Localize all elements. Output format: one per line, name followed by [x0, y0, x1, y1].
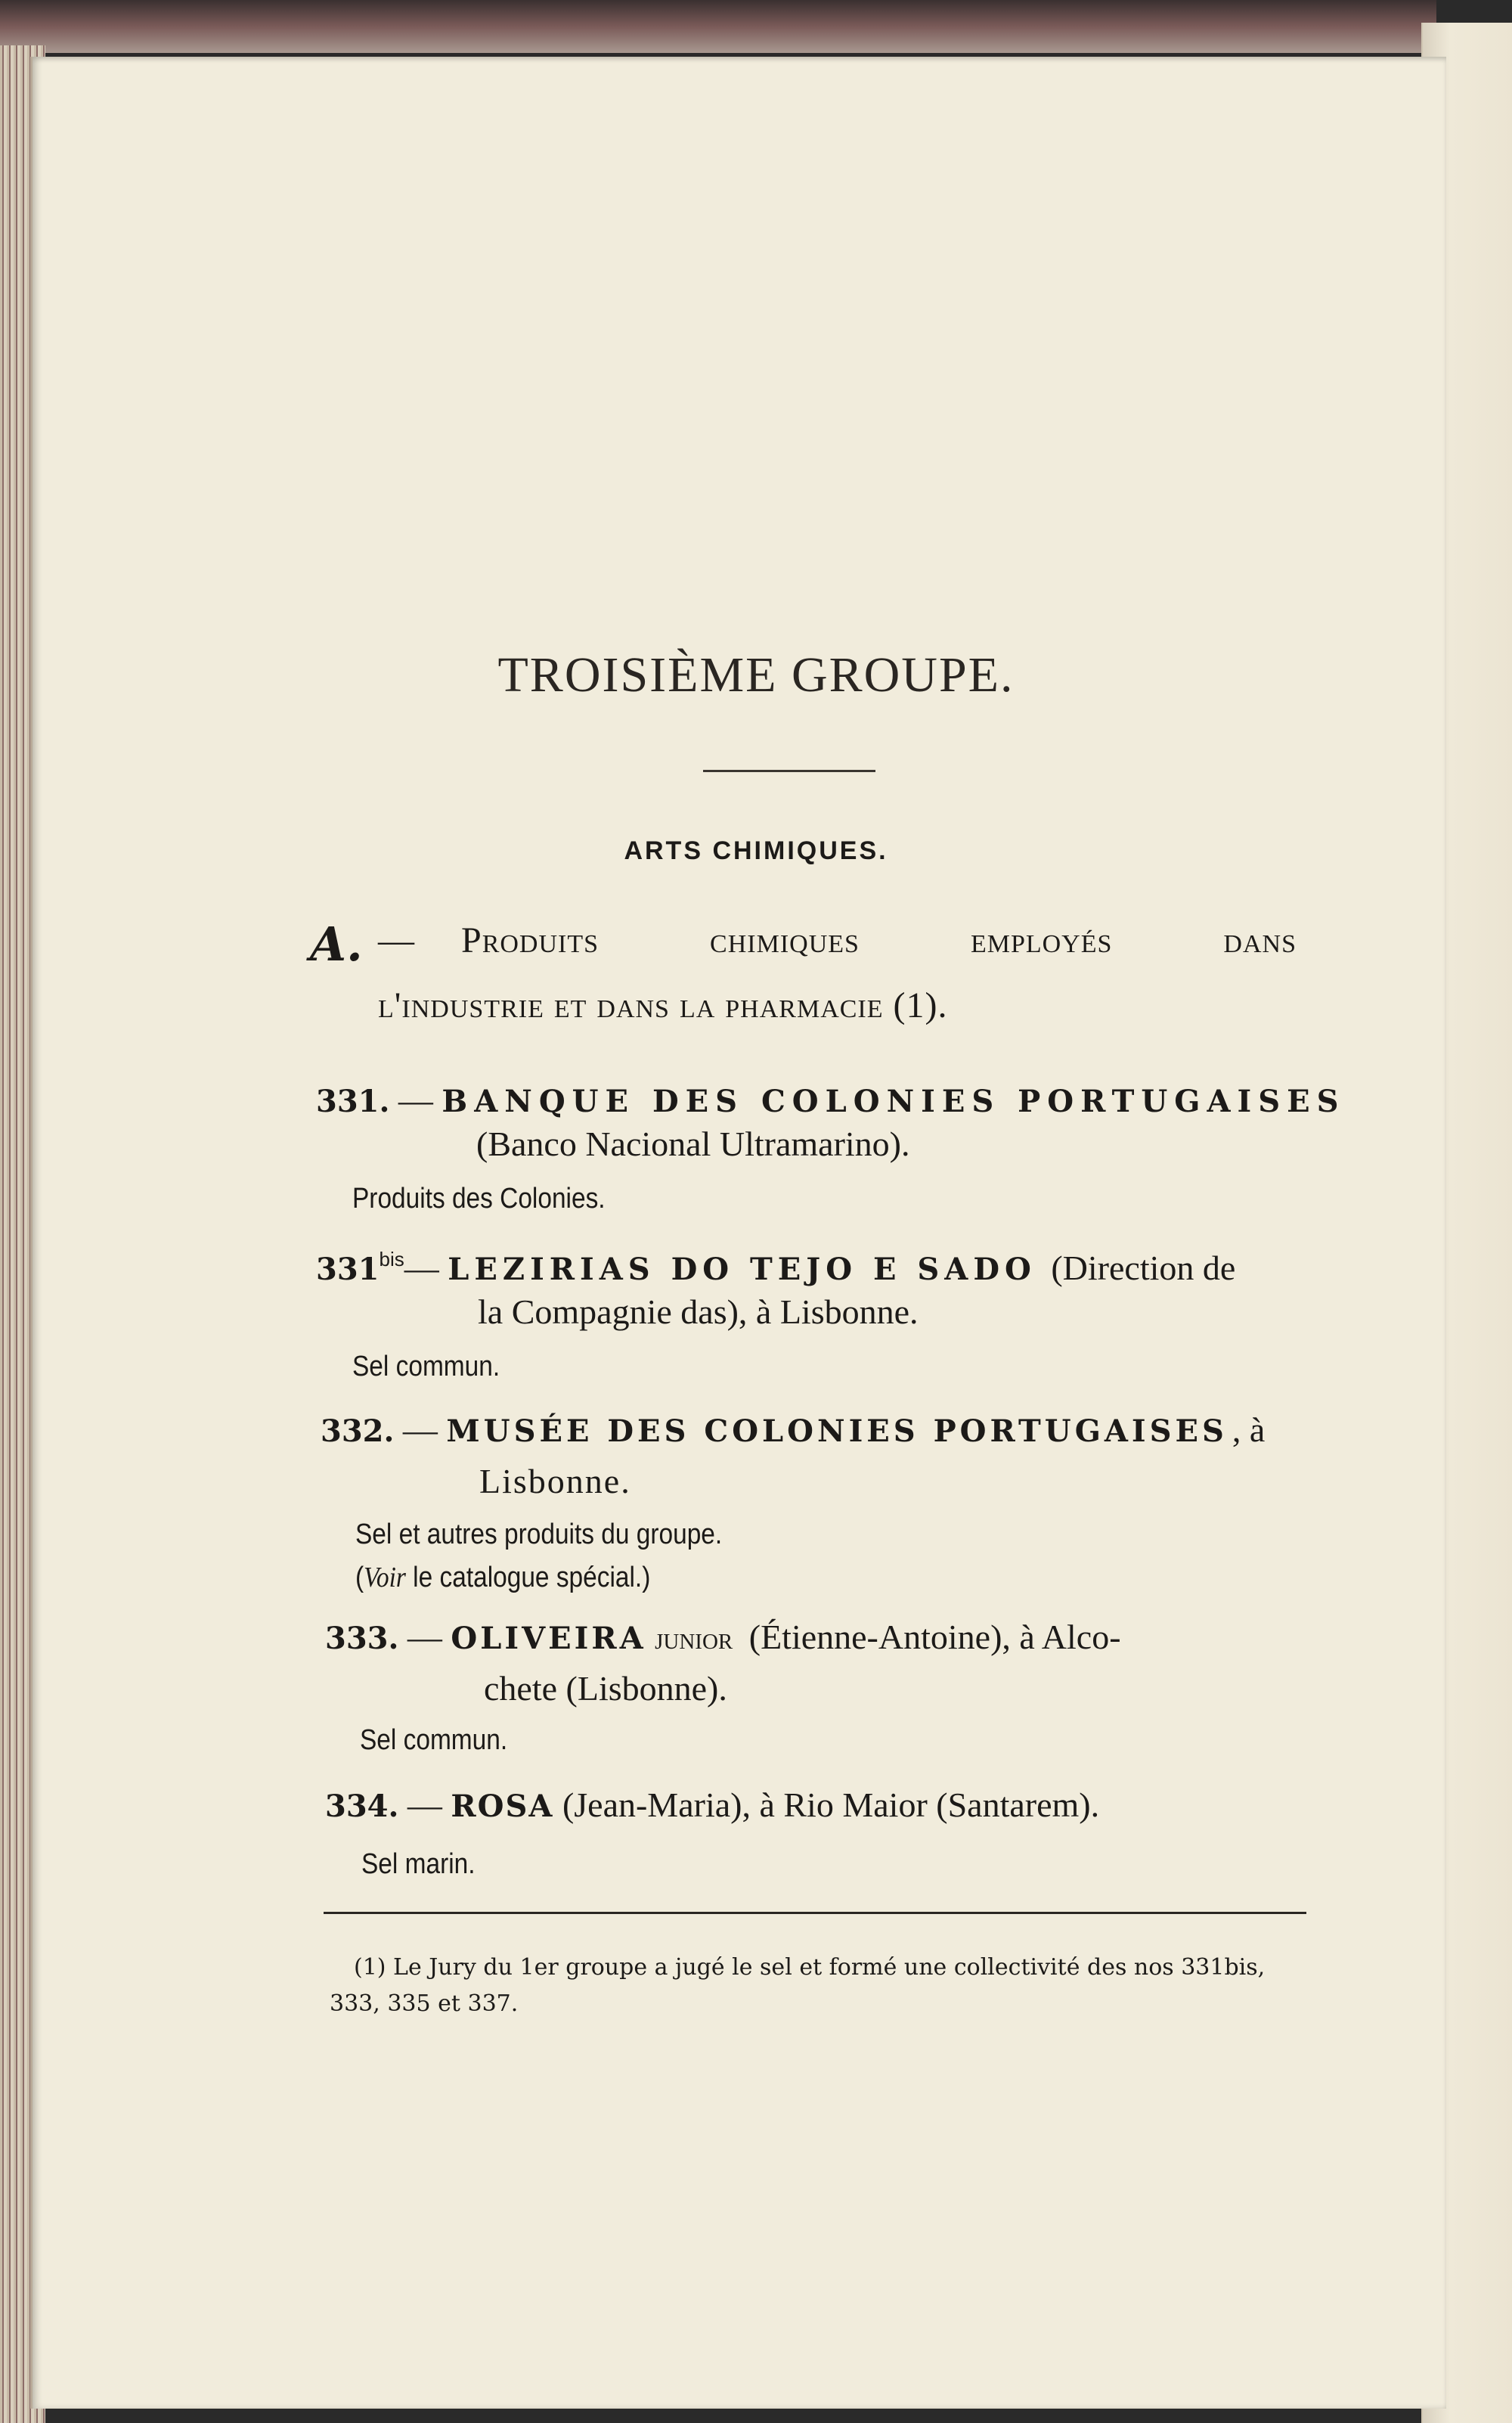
- entry-number: 334.: [325, 1789, 399, 1824]
- entry-331bis-desc: Sel commun.: [352, 1351, 500, 1382]
- entry-331-desc: Produits des Colonies.: [352, 1183, 606, 1215]
- subsection-dash: —: [378, 920, 415, 960]
- entry-333-cont: chete (Lisbonne).: [484, 1669, 727, 1708]
- subsection-line-2: l'industrie et dans la pharmacie (1).: [378, 985, 948, 1025]
- footnote-line-1: (1) Le Jury du 1er groupe a jugé le sel et formé une collectivité des nos 331bis,: [354, 1954, 1266, 1981]
- entry-after: , à: [1232, 1410, 1266, 1449]
- entry-name: LEZIRIAS DO TEJO E SADO: [448, 1252, 1036, 1287]
- entry-name: OLIVEIRA: [451, 1621, 646, 1656]
- entry-dash: —: [398, 1081, 433, 1119]
- group-title: TROISIÈME GROUPE.: [497, 647, 1015, 703]
- entry-dash: —: [402, 1410, 438, 1449]
- entry-333-line: [325, 1617, 1121, 1657]
- entry-name: MUSÉE DES COLONIES PORTUGAISES: [446, 1413, 1228, 1449]
- entry-334-line: [325, 1785, 1099, 1825]
- entry-number-sup: bis: [379, 1248, 404, 1270]
- entry-334-desc: Sel marin.: [361, 1848, 476, 1880]
- footnote-rule: [324, 1912, 1306, 1914]
- entry-332-desc-2: [355, 1561, 650, 1594]
- entry-332-cont: Lisbonne.: [479, 1462, 631, 1500]
- subsection-line-1: Produits chimiques employés dans: [461, 920, 1297, 960]
- book-page: [30, 57, 1446, 2409]
- entry-after: (Jean-Maria), à Rio Maior (Santarem).: [562, 1785, 1100, 1824]
- entry-number: 332.: [321, 1413, 395, 1449]
- subsection-letter: A.: [310, 917, 363, 972]
- desc-rest: le catalogue spécial.): [405, 1562, 651, 1593]
- desc-paren: (: [355, 1562, 364, 1593]
- entry-332-line: [321, 1410, 1265, 1450]
- entry-after: (Direction de: [1051, 1249, 1236, 1287]
- title-rule: [703, 770, 875, 772]
- entry-name: BANQUE DES COLONIES PORTUGAISES: [442, 1084, 1346, 1119]
- entry-331bis-cont: la Compagnie das), à Lisbonne.: [478, 1292, 919, 1331]
- entry-smallcaps: junior: [655, 1621, 733, 1656]
- entry-number: 331: [316, 1252, 380, 1287]
- entry-dash: —: [407, 1618, 442, 1656]
- entry-name: ROSA: [451, 1789, 554, 1824]
- entry-number: 331.: [316, 1084, 390, 1119]
- book-top-edge: [0, 0, 1436, 53]
- entry-after: (Étienne-Antoine), à Alco-: [748, 1618, 1121, 1656]
- entry-number: 333.: [325, 1621, 399, 1656]
- desc-italic: Voir: [364, 1562, 406, 1593]
- entry-331-cont: (Banco Nacional Ultramarino).: [476, 1125, 910, 1163]
- entry-332-desc: Sel et autres produits du groupe.: [355, 1519, 723, 1550]
- entry-331bis-line: [316, 1248, 1235, 1288]
- section-heading: ARTS CHIMIQUES.: [624, 836, 888, 865]
- footnote-line-2: 333, 335 et 337.: [330, 1990, 519, 2017]
- entry-dash: —: [404, 1249, 439, 1287]
- entry-dash: —: [407, 1785, 442, 1824]
- entry-333-desc: Sel commun.: [360, 1724, 508, 1756]
- entry-331-line: [316, 1080, 1345, 1120]
